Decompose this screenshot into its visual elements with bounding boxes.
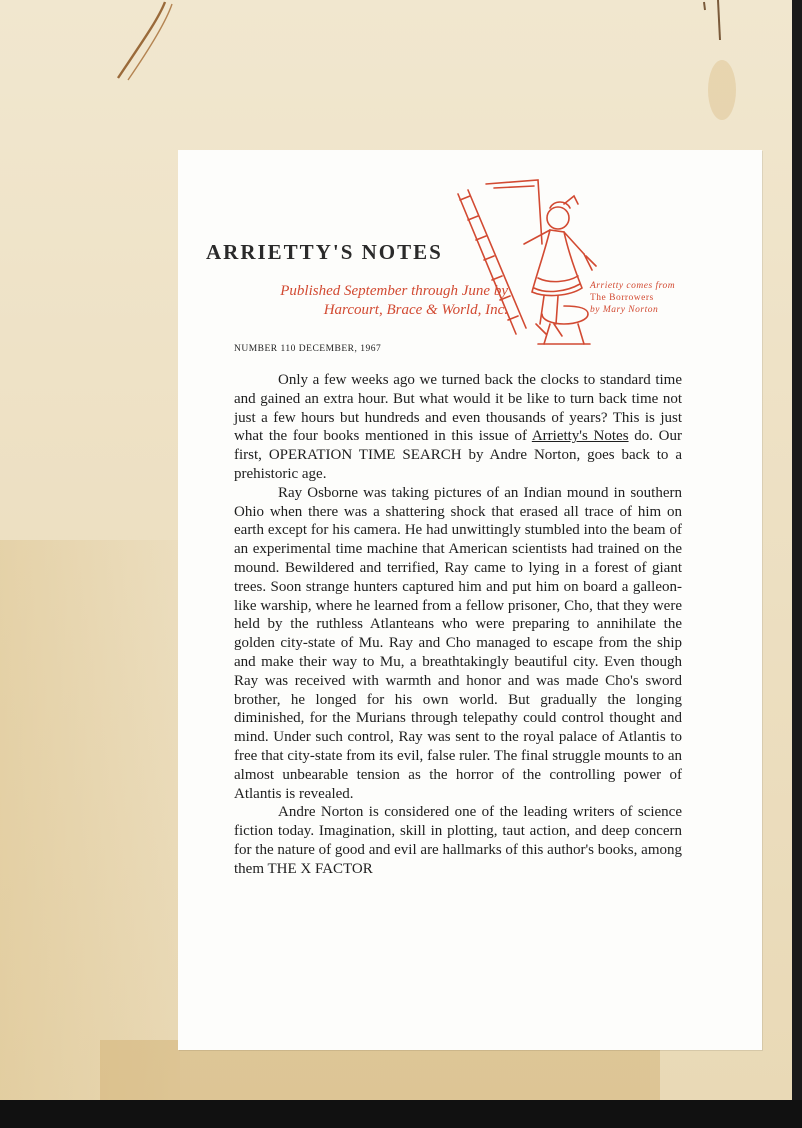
credit-line-2: The Borrowers [590,293,654,303]
girl-climbing-ladder-illustration [446,174,616,354]
publisher-line-1: Published September through June by [280,283,508,299]
scan-edge-bottom [0,1100,802,1128]
article-paragraph-1 [234,371,682,484]
masthead-title: ARRIETTY'S NOTES [206,240,443,264]
tape-mark-right [690,0,750,120]
publisher-line-2: Harcourt, Brace & World, Inc. [323,302,508,318]
newsletter-title-reference: Arrietty's Notes [531,428,629,445]
paragraph-1-text-b: do. Our first, OPERATION TIME SEARCH by Andre Norton, goes back to a prehistoric age. [234,428,682,482]
credit-line-3: by Mary Norton [590,305,659,315]
newsletter-page [178,150,762,1050]
article-paragraph-3: Andre Norton is considered one of the leading writers of science fiction today. Imagination, skill in plotting, taut action, and deep concern for the nature of good and evil are hallmarks of this author's books, among them THE X FACTOR [234,804,682,877]
article-paragraph-2: Ray Osborne was taking pictures of an Indian mound in southern Ohio when there was a shattering shock that erased all trace of him on earth except for his camera. He had unwittingly stumbled into the beam of an experimental time machine that American scientists had trained on the mound. Bewildered and terrified, Ray came to lying in a forest of giant trees. Soon strange hunters captured him and put him on board a galleon-like warship, where he learned from a fellow prisoner, Cho, that they were held by the ruthless Atlanteans who were preparing to annihilate the golden city-state of Mu. Ray and Cho managed to escape from the ship and make their way to Mu, a breathtakingly beautiful city. Even though Ray was received with warmth and honor and was made Cho's sword brother, he longed for his own world. But gradually the longing diminished, for the Murians through telepathy could control thought and mind. Under such control, Ray was sent to the royal palace of Atlantis to free that city-state from its evil, false ruler. The final struggle mounts to an almost unbearable tension as the horror of the controlling power of Atlantis is revealed. [234,484,682,802]
publisher-line [238,282,508,320]
tape-mark [110,0,190,90]
scan-edge-right [792,0,802,1100]
issue-number-date: NUMBER 110 DECEMBER, 1967 [234,344,382,354]
illustration-credit [590,280,710,316]
paper-stain [0,540,180,1100]
article-body [234,371,682,879]
paragraph-1-text-a: Only a few weeks ago we turned back the clocks to standard time and gained an extra hour. But what would it be like to turn back time not just a few hours but hundreds and even thousands of years? This is just what the four books mentioned in this issue of [234,372,682,445]
credit-line-1: Arrietty comes from [590,281,676,291]
